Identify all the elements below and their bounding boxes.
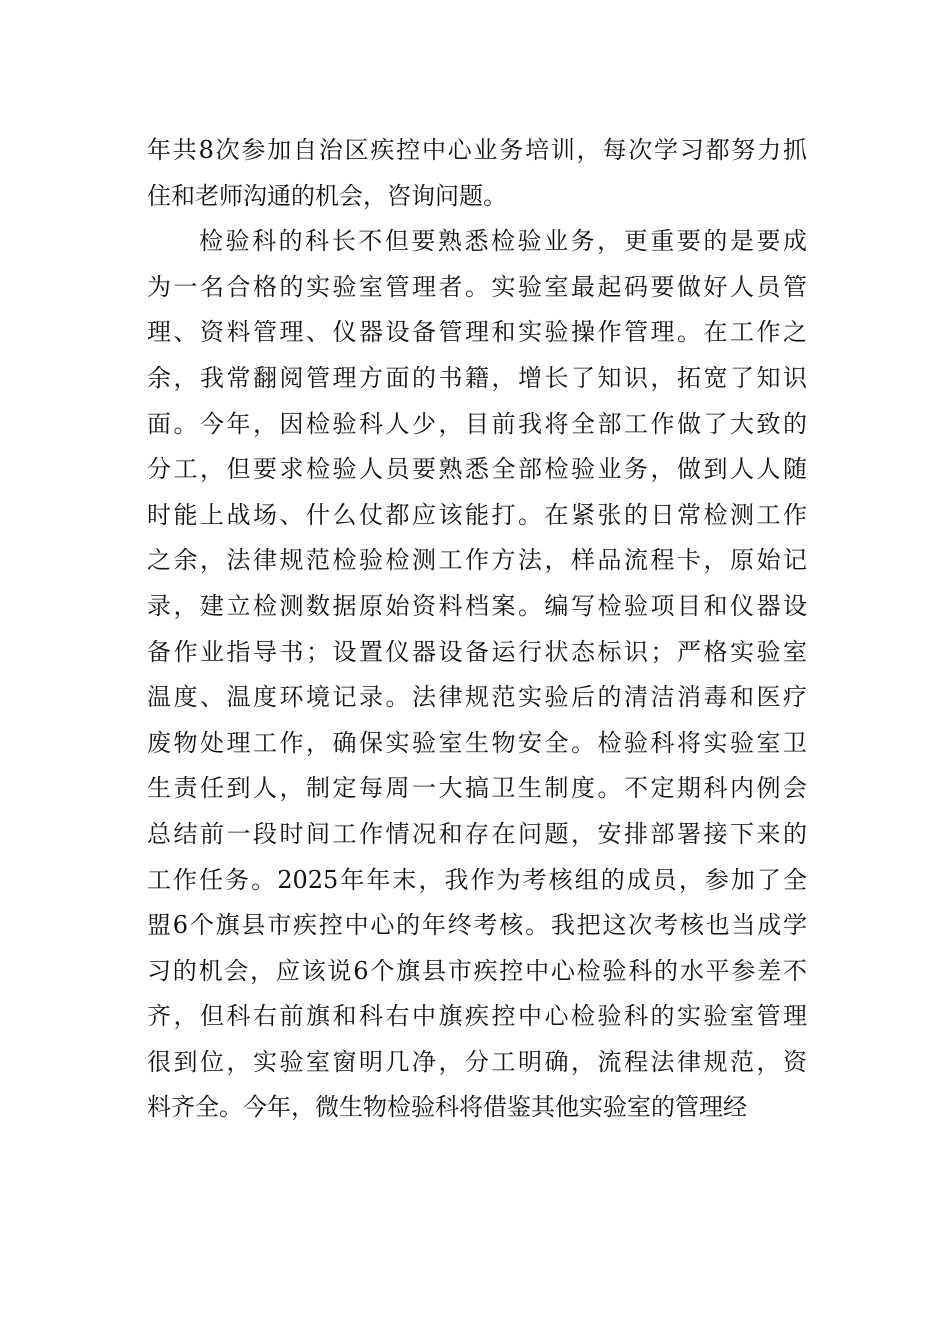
text-line: 料齐全。今年，微生物检验科将借鉴其他实验室的管理经: [147, 1093, 747, 1122]
text-line: 为一名合格的实验室管理者。实验室最起码要做好人员管: [147, 272, 807, 301]
text-line: 时能上战场、什么仗都应该能打。在紧张的日常检测工作: [147, 500, 807, 529]
text-line: 备作业指导书；设置仪器设备运行状态标识；严格实验室: [147, 637, 807, 666]
text-line: 总结前一段时间工作情况和存在问题，安排部署接下来的: [147, 819, 807, 848]
text-line: 面。今年，因检验科人少，目前我将全部工作做了大致的: [147, 409, 807, 438]
text-line: 废物处理工作，确保实验室生物安全。检验科将实验室卫: [147, 728, 807, 757]
text-line: 检验科的科长不但要熟悉检验业务，更重要的是要成: [199, 227, 807, 256]
body-text: [147, 128, 807, 1131]
text-line: 余，我常翻阅管理方面的书籍，增长了知识，拓宽了知识: [147, 363, 807, 392]
text-line: 年共8次参加自治区疾控中心业务培训，每次学习都努力抓: [147, 136, 807, 164]
text-line: 分工，但要求检验人员要熟悉全部检验业务，做到人人随: [147, 455, 807, 484]
text-line: 录，建立检测数据原始资料档案。编写检验项目和仪器设: [147, 591, 807, 620]
text-line: 齐，但科右前旗和科右中旗疾控中心检验科的实验室管理: [147, 1002, 807, 1031]
text-line: 住和老师沟通的机会，咨询问题。: [147, 181, 507, 210]
text-line: 盟6个旗县市疾控中心的年终考核。我把这次考核也当成学: [147, 911, 807, 940]
text-line: 之余，法律规范检验检测工作方法，样品流程卡，原始记: [147, 546, 807, 575]
text-line: 很到位，实验室窗明几净，分工明确，流程法律规范，资: [147, 1047, 807, 1076]
text-line: 理、资料管理、仪器设备管理和实验操作管理。在工作之: [147, 318, 807, 347]
text-line: 生责任到人，制定每周一大搞卫生制度。不定期科内例会: [147, 774, 807, 803]
text-line: 习的机会，应该说6个旗县市疾控中心检验科的水平参差不: [147, 956, 807, 985]
text-line: 温度、温度环境记录。法律规范实验后的清洁消毒和医疗: [147, 683, 807, 712]
text-line: 工作任务。2025年年末，我作为考核组的成员，参加了全: [147, 865, 807, 894]
